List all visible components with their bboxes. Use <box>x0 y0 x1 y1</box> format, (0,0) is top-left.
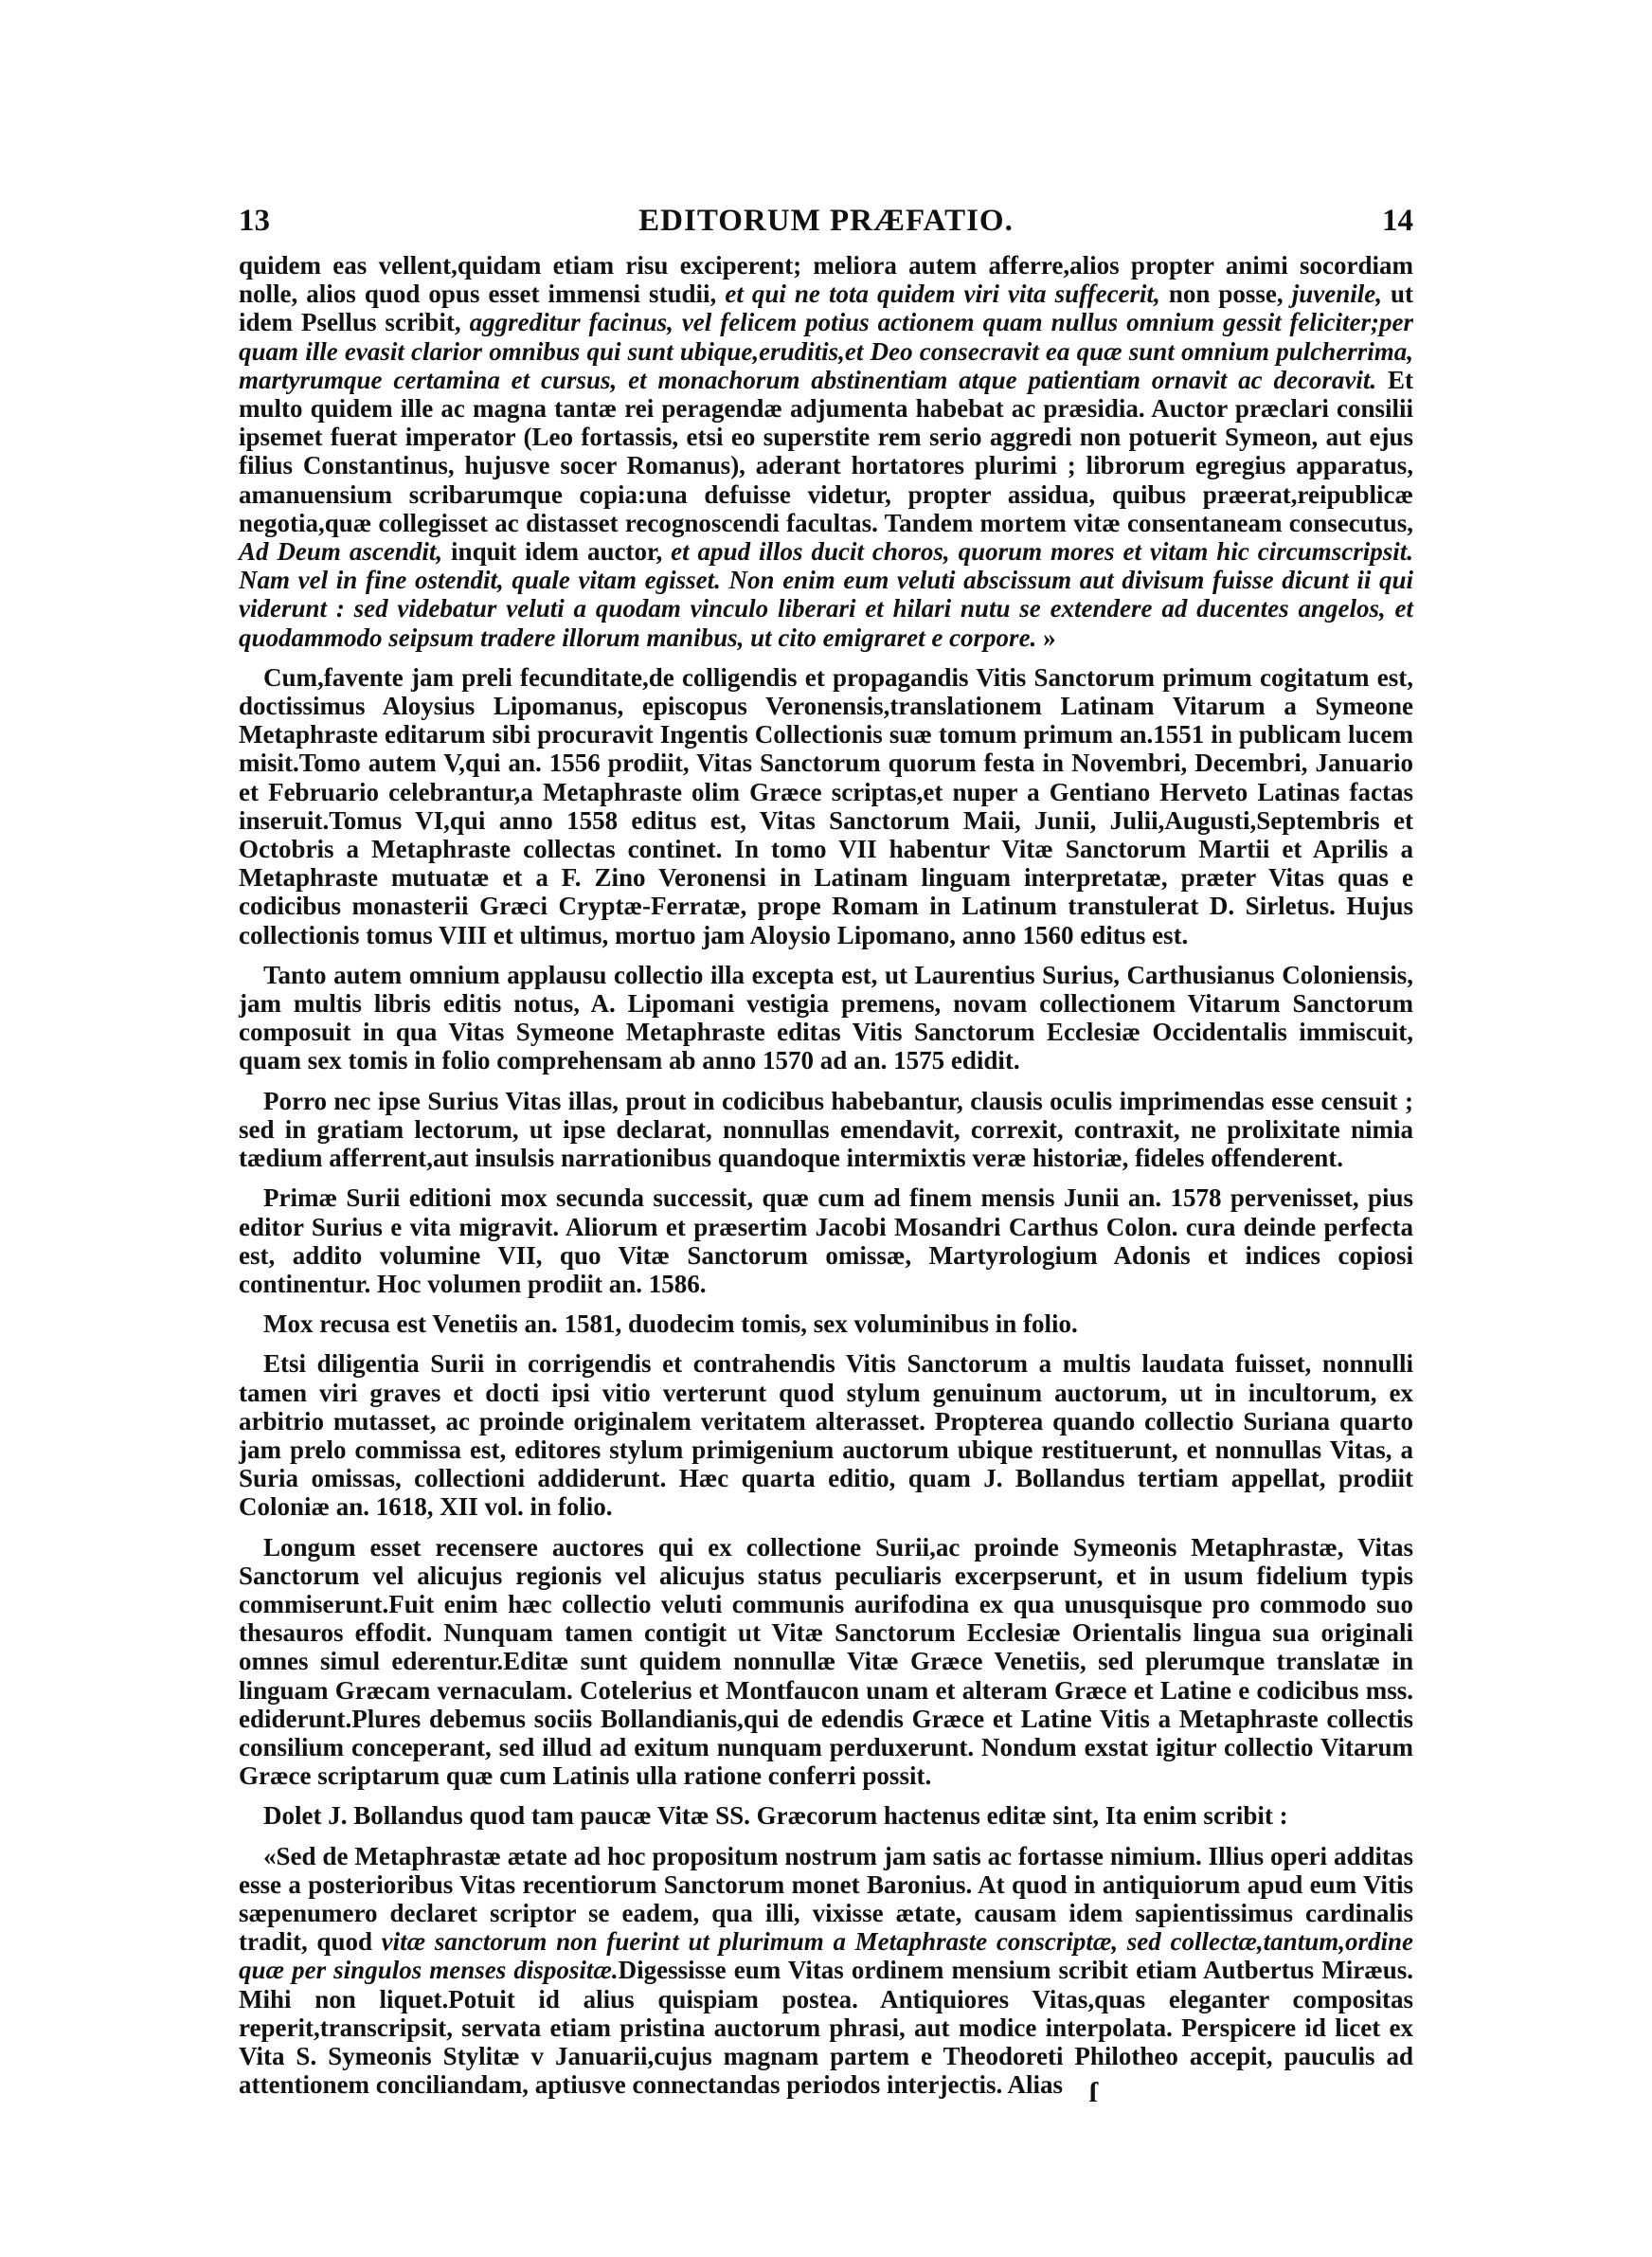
paragraph <box>239 1349 1413 1521</box>
text-run: non posse, <box>1159 280 1292 309</box>
text-run: Dolet J. Bollandus quod tam paucæ Vitæ SS. Græcorum hactenus editæ sint, Ita enim scribit : <box>263 1801 1288 1831</box>
text-run: Tanto autem omnium applausu collectio illa excepta est, ut Laurentius Surius, Carthusianus Coloniensis, jam multis libris editis notus, A. Lipomani vestigia premens, novam collectionem Vitarum Sanctorum composuit in qua Vitas Symeone Metaphraste editas Vitis Sanctorum Ecclesiæ Occidentalis immiscuit, quam sex tomis in folio comprehensam ab anno 1570 ad an. 1575 edidit. <box>239 960 1413 1075</box>
paragraph <box>239 251 1413 652</box>
text-run: ut idem Psellus scribit, <box>239 280 1413 337</box>
text-run: Et multo quidem ille ac magna tantæ rei peragendæ adjumenta habebat ac præsidia. Auctor præclari consilii ipsemet fuerat imperator (Leo fortassis, etsi eo superstite rem serio aggredi non potuerit Symeon, aut ejus filius Constantinus, hujusve socer Romanus), aderant hortatores plurimi ; librorum egregius apparatus, amanuensium scribarumque copia:una defuisse videtur, propter assidua, quibus præerat,reipublicæ negotia,quæ collegisset ac distasset recognoscendi facultas. Tandem mortem vitæ consentaneam consecutus, <box>239 365 1413 537</box>
text-run: » <box>1036 623 1056 652</box>
left-page-number: 13 <box>239 204 270 238</box>
paragraph <box>239 961 1413 1075</box>
text-run: quidem eas vellent,quidam etiam risu exciperent; meliora autem afferre,alios propter animi socordiam nolle, alios quod opus esset immensi studii, <box>239 251 1413 309</box>
text-run: Porro nec ipse Surius Vitas illas, prout in codicibus habebantur, clausis oculis imprimendas esse censuit ; sed in gratiam lectorum, ut ipse declarat, nonnullas emendavit, correxit, contraxit, ne prolixitate nimia tædium afferrent,aut insulsis narrationibus quandoque intermixtis veræ historiæ, fideles offenderent. <box>239 1086 1413 1173</box>
paragraph <box>239 1087 1413 1173</box>
paragraph <box>239 663 1413 949</box>
running-header <box>239 194 1413 251</box>
text-run: Digessisse eum Vitas ordinem mensium scribit etiam Autbertus Miræus. Mihi non liquet.Potuit id alius quispiam postea. Antiquiores Vitas,quas eleganter compositas reperit,transcripsit, servata etiam pristina auctorum phrasi, aut modice interpolata. Perspicere id licet ex Vita S. Symeonis Stylitæ v Januarii,cujus magnam partem e Theodoreti Philotheo accepit, pauculis ad attentionem conciliandam, aptiusve connectandas periodos interjectis. Alias <box>239 1956 1413 2100</box>
text-run: Mox recusa est Venetiis an. 1581, duodecim tomis, sex voluminibus in folio. <box>263 1309 1078 1339</box>
paragraph <box>239 1533 1413 1791</box>
paragraph <box>239 1842 1413 2100</box>
body-text <box>239 251 1413 2099</box>
italic-text: Ad Deum ascendit, <box>239 537 443 567</box>
text-run: Longum esset recensere auctores qui ex collectione Surii,ac proinde Symeonis Metaphrastæ, Vitas Sanctorum vel alicujus regionis vel alicujus status peculiaris excerpserunt, et in usum fidelium typis commiserunt.Fuit enim hæc collectio veluti communis aurifodina ex qua unusquisque pro commodo suo thesauros effodit. Nunquam tamen contigit ut Vitæ Sanctorum Ecclesiæ Orientalis lingua sua originali omnes simul ederentur.Editæ sunt quidem nonnullæ Vitæ Græce Venetiis, sed plerumque translatæ in linguam Græcam vernaculam. Cotelerius et Montfaucon unam et alteram Græce et Latine e codicibus mss. ediderunt.Plures debemus sociis Bollandianis,qui de edendis Græce et Latine Vitis a Metaphraste collectis consilium conceperant, sed illud ad exitum nunquam perduxerunt. Nondum exstat igitur collectio Vitarum Græce scriptarum quæ cum Latinis ulla ratione conferri possit. <box>239 1532 1413 1791</box>
italic-text: aggreditur facinus, vel felicem potius actionem quam nullus omnium gessit feliciter;per quam ille evasit clarior omnibus qui sunt ubique,eruditis,et Deo consecravit ea quæ sunt omnium pulcherrima, martyrumque certamina et cursus, et monachorum abstinentiam atque patientiam ornavit ac decoravit. <box>239 308 1413 394</box>
text-run: «Sed de Metaphrastæ ætate ad hoc propositum nostrum jam satis ac fortasse nimium. Illius operi additas esse a posterioribus Vitas recentiorum Sanctorum monet Baronius. At quod in antiquiorum apud eum Vitis sæpenumero declaret scriptor se eadem, qua illi, vixisse ætate, causam idem sapientissimus cardinalis tradit, quod <box>239 1841 1413 1957</box>
right-page-number: 14 <box>1382 204 1413 238</box>
italic-text: juvenile, <box>1291 280 1382 309</box>
text-run: inquit idem auctor, <box>442 537 672 567</box>
text-run: Cum,favente jam preli fecunditate,de colligendis et propagandis Vitis Sanctorum primum cogitatum est, doctissimus Aloysius Lipomanus, episcopus Veronensis,translationem Latinam Vitarum a Symeone Metaphraste editarum sibi procuravit Ingentis Collectionis suæ tomum primum an.1551 in publicam lucem misit.Tomo autem V,qui an. 1556 prodiit, Vitas Sanctorum quorum festa in Novembri, Decembri, Januario et Februario celebrantur,a Metaphraste olim Græce scriptas,et nuper a Gentiano Herveto Latinas factas inseruit.Tomus VI,qui anno 1558 editus est, Vitas Sanctorum Maii, Junii, Julii,Augusti,Septembris et Octobris a Metaphraste collectas continet. In tomo VII habentur Vitæ Sanctorum Martii et Aprilis a Metaphraste mutuatæ et a F. Zino Veronensi in Latinam linguam interpretatæ, præter Vitas quas e codicibus monasterii Græci Cryptæ-Ferratæ, prope Romam in Latinum transtulerat D. Sirletus. Hujus collectionis tomus VIII et ultimus, mortuo jam Aloysio Lipomano, anno 1560 editus est. <box>239 662 1413 949</box>
running-title: EDITORUM PRÆFATIO. <box>638 204 1014 238</box>
document-page <box>239 194 1413 2110</box>
italic-text: vitæ sanctorum non fuerint ut plurimum a Metaphraste conscriptæ, sed collectæ,tantum,ordine quæ per singulos menses dispositæ. <box>239 1927 1413 1985</box>
italic-text: et qui ne tota quidem viri vita suffecerit, <box>725 280 1160 309</box>
italic-text: et apud illos ducit choros, quorum mores et vitam hic circumscripsit. Nam vel in fine ostendit, quale vitam egisset. Non enim eum veluti abscissum aut divisum fuisse dicunt ii qui viderunt : sed videbatur veluti a quodam vinculo liberari et hilari nutu se extendere ad ducentes angelos, et quodammodo seipsum tradere illorum manibus, ut cito emigraret e corpore. <box>239 537 1413 652</box>
text-run: Etsi diligentia Surii in corrigendis et contrahendis Vitis Sanctorum a multis laudata fuisset, nonnulli tamen viri graves et docti ipsi vitio verterunt quod stylum genuinum auctorum, ut in incultorum, ex arbitrio mutasset, ac proinde originalem veritatem alterasset. Propterea quando collectio Suriana quarto jam prelo commissa est, editores stylum primigenium auctorum ubique restituerunt, et nonnullas Vitas, a Suria omissas, collectioni addiderunt. Hæc quarta editio, quam J. Bollandus tertiam appellat, prodiit Coloniæ an. 1618, XII vol. in folio. <box>239 1349 1413 1522</box>
paragraph <box>239 1801 1413 1830</box>
paragraph <box>239 1183 1413 1298</box>
text-run: Primæ Surii editioni mox secunda successit, quæ cum ad finem mensis Junii an. 1578 pervenisset, pius editor Surius e vita migravit. Aliorum et præsertim Jacobi Mosandri Carthus Colon. cura deinde perfecta est, addito volumine VII, quo Vitæ Sanctorum omissæ, Martyrologium Adonis et indices copiosi continentur. Hoc volumen prodiit an. 1586. <box>239 1183 1413 1298</box>
stray-mark: ſ <box>1089 2077 1098 2108</box>
paragraph <box>239 1309 1413 1338</box>
